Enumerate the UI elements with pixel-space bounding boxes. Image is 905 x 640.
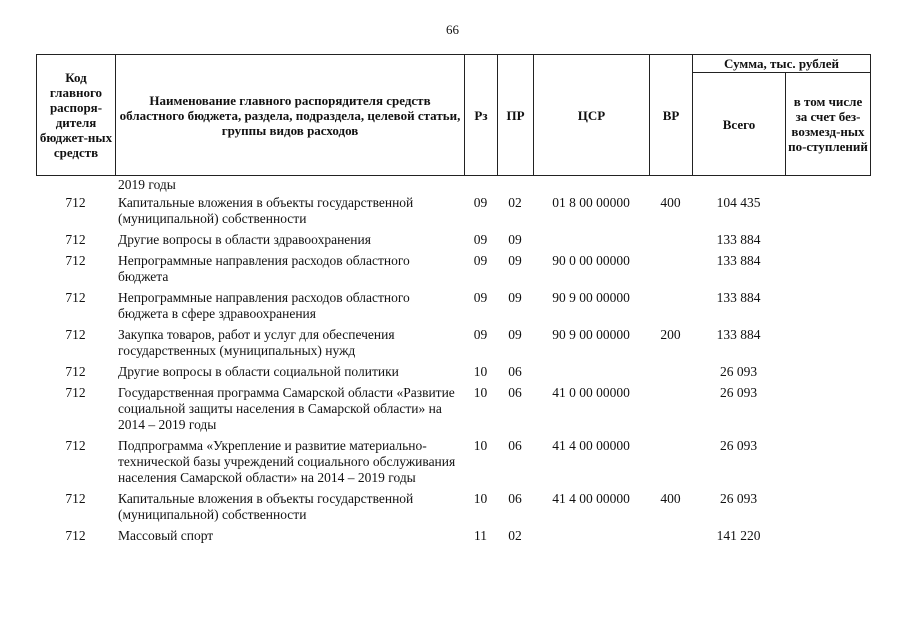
- cell-name: Непрограммные направления расходов областного бюджета: [118, 253, 410, 284]
- cell-rz: 10: [473, 385, 488, 400]
- cell-vr: 200: [660, 327, 681, 342]
- cell-pr: 09: [508, 232, 522, 247]
- header-code: Код главного распоря-дителя бюджет-ных средств: [37, 55, 116, 176]
- cell-including: [785, 363, 870, 384]
- cell-vr: [649, 231, 692, 252]
- cell-total: 133 884: [716, 327, 761, 342]
- budget-table-body: [36, 176, 870, 548]
- cell-including: [785, 384, 870, 437]
- cell-pr: 09: [508, 290, 522, 305]
- cell-csr: [533, 527, 649, 548]
- page-number: 66: [446, 22, 459, 37]
- cell-including: [785, 231, 870, 252]
- cell-pr: 09: [508, 253, 522, 268]
- cell-total: 26 093: [719, 364, 758, 379]
- cell-including: [785, 437, 870, 490]
- table-row: [36, 490, 870, 527]
- cell-rz: 09: [473, 290, 488, 305]
- header-rz: Рз: [465, 55, 498, 176]
- cell-rz: 09: [473, 327, 488, 342]
- cell-pr: 06: [508, 438, 522, 453]
- cell-total: 133 884: [716, 232, 761, 247]
- continuation-row: [36, 176, 870, 194]
- cell-pr: 06: [508, 491, 522, 506]
- cell-name: Массовый спорт: [118, 528, 214, 543]
- table-row: [36, 289, 870, 326]
- cell-including: [785, 490, 870, 527]
- cell-code: 712: [65, 491, 86, 506]
- cell-code: 712: [65, 385, 86, 400]
- cell-vr: [649, 252, 692, 289]
- cell-vr: 400: [660, 491, 681, 506]
- table-row: [36, 363, 870, 384]
- cell-vr: [649, 527, 692, 548]
- cell-pr: 09: [508, 327, 522, 342]
- table-row: [36, 437, 870, 490]
- header-including: в том числе за счет без-возмезд-ных по-ступлений: [786, 73, 871, 176]
- cell-name: Другие вопросы в области социальной политики: [118, 364, 399, 379]
- cell-including: [785, 194, 870, 231]
- header-vr: ВР: [650, 55, 693, 176]
- cell-total: 26 093: [719, 491, 758, 506]
- cell-pr: 06: [508, 364, 522, 379]
- table-row: [36, 527, 870, 548]
- cell-rz: 10: [473, 438, 488, 453]
- table-row: [36, 194, 870, 231]
- cell-csr: [533, 231, 649, 252]
- header-csr: ЦСР: [534, 55, 650, 176]
- cell-code: 712: [65, 438, 86, 453]
- cell-vr: [649, 289, 692, 326]
- cell-csr: 41 4 00 00000: [552, 438, 630, 453]
- cell-including: [785, 252, 870, 289]
- cell-name: Другие вопросы в области здравоохранения: [118, 232, 371, 247]
- cell-code: 712: [65, 195, 86, 210]
- cell-including: [785, 289, 870, 326]
- cell-total: 104 435: [716, 195, 761, 210]
- cell-name: Капитальные вложения в объекты государственной (муниципальной) собственности: [118, 491, 414, 522]
- cell-rz: 09: [473, 232, 488, 247]
- header-name: Наименование главного распорядителя средств областного бюджета, раздела, подраздела, целевой статьи, группы видов расходов: [116, 55, 465, 176]
- cell-rz: 10: [473, 364, 488, 379]
- cell-code: 712: [65, 528, 86, 543]
- cell-pr: 02: [508, 195, 522, 210]
- table-header: [36, 54, 871, 176]
- table-row: [36, 252, 870, 289]
- cell-code: 712: [65, 364, 86, 379]
- cell-csr: 01 8 00 00000: [552, 195, 630, 210]
- cell-code: 712: [65, 232, 86, 247]
- cell-code: 712: [65, 290, 86, 305]
- cell-csr: 41 4 00 00000: [552, 491, 630, 506]
- cell-csr: 90 9 00 00000: [552, 327, 630, 342]
- cell-total: 141 220: [716, 528, 761, 543]
- cell-rz: 10: [473, 491, 488, 506]
- cell-pr: 02: [508, 528, 522, 543]
- cell-total: 133 884: [716, 253, 761, 268]
- cell-vr: [649, 437, 692, 490]
- cell-rz: 09: [473, 253, 488, 268]
- cell-name: Государственная программа Самарской области «Развитие социальной защиты населения в Самарской области» на 2014 – 2019 годы: [118, 385, 455, 432]
- cell-csr: [533, 363, 649, 384]
- cell-total: 26 093: [719, 385, 758, 400]
- header-total: Всего: [693, 73, 786, 176]
- cell-including: [785, 326, 870, 363]
- cell-name: Подпрограмма «Укрепление и развитие материально-технической базы учреждений социального обслуживания населения Самарской области» на 2014 – 2019 годы: [118, 438, 456, 485]
- table-row: [36, 384, 870, 437]
- cell-including: [785, 527, 870, 548]
- cell-name: Капитальные вложения в объекты государственной (муниципальной) собственности: [118, 195, 414, 226]
- cell-code: 712: [65, 327, 86, 342]
- header-pr: ПР: [498, 55, 534, 176]
- cell-vr: 400: [660, 195, 681, 210]
- cell-total: 133 884: [716, 290, 761, 305]
- cell-pr: 06: [508, 385, 522, 400]
- cell-code: 712: [65, 253, 86, 268]
- cell-csr: 90 0 00 00000: [552, 253, 630, 268]
- header-sum: Сумма, тыс. рублей: [693, 55, 871, 73]
- table-row: [36, 326, 870, 363]
- table-row: [36, 231, 870, 252]
- cell-vr: [649, 384, 692, 437]
- continuation-text: 2019 годы: [118, 177, 176, 192]
- cell-total: 26 093: [719, 438, 758, 453]
- cell-rz: 09: [473, 195, 488, 210]
- cell-vr: [649, 363, 692, 384]
- cell-name: Непрограммные направления расходов областного бюджета в сфере здравоохранения: [118, 290, 410, 321]
- cell-name: Закупка товаров, работ и услуг для обеспечения государственных (муниципальных) нужд: [118, 327, 395, 358]
- cell-rz: 11: [474, 528, 487, 543]
- cell-csr: 41 0 00 00000: [552, 385, 630, 400]
- cell-csr: 90 9 00 00000: [552, 290, 630, 305]
